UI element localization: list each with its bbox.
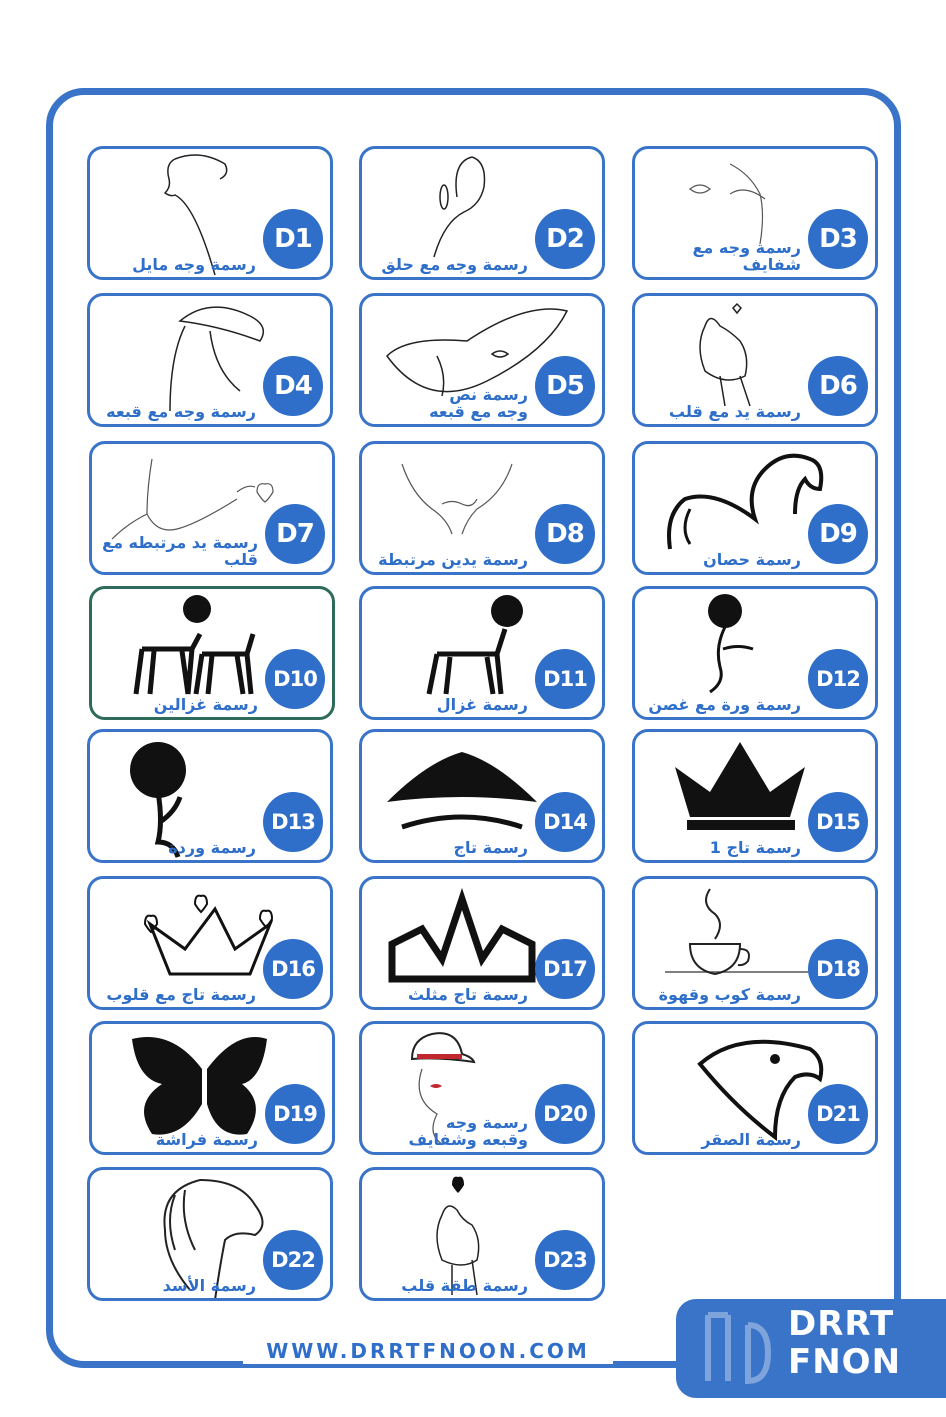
design-code-badge: D23 bbox=[535, 1230, 595, 1290]
design-card-d13[interactable] bbox=[87, 729, 333, 863]
design-label: رسمة وجه مايل bbox=[132, 255, 256, 274]
design-code-badge: D21 bbox=[808, 1084, 868, 1144]
design-code-badge: D17 bbox=[535, 939, 595, 999]
brand-monogram-icon bbox=[698, 1305, 778, 1391]
design-label: رسمة نص وجه مع قبعه bbox=[429, 385, 528, 421]
design-card-d1[interactable] bbox=[87, 146, 333, 280]
design-card-d5[interactable] bbox=[359, 293, 605, 427]
design-card-d14[interactable] bbox=[359, 729, 605, 863]
design-code-badge: D13 bbox=[263, 792, 323, 852]
design-card-d18[interactable] bbox=[632, 876, 878, 1010]
design-code-badge: D4 bbox=[263, 356, 323, 416]
design-code-badge: D8 bbox=[535, 504, 595, 564]
design-card-d16[interactable] bbox=[87, 876, 333, 1010]
design-label: رسمة حصان bbox=[703, 550, 801, 569]
design-label: رسمة كوب وقهوة bbox=[658, 985, 801, 1004]
design-card-d21[interactable] bbox=[632, 1021, 878, 1155]
design-label: رسمة تاج مثلث bbox=[408, 985, 528, 1004]
design-code-badge: D20 bbox=[535, 1084, 595, 1144]
design-card-d11[interactable] bbox=[359, 586, 605, 720]
design-code-badge: D1 bbox=[263, 209, 323, 269]
design-label: رسمة تاج مع قلوب bbox=[106, 985, 256, 1004]
design-code-badge: D15 bbox=[808, 792, 868, 852]
design-label: رسمة وجه مع حلق bbox=[381, 255, 528, 274]
design-label: رسمة تاج bbox=[453, 838, 528, 857]
design-card-d7[interactable] bbox=[89, 441, 335, 575]
design-code-badge: D11 bbox=[535, 649, 595, 709]
design-card-d20[interactable] bbox=[359, 1021, 605, 1155]
design-label: رسمة وجه مع قبعه bbox=[106, 402, 256, 421]
design-card-d4[interactable] bbox=[87, 293, 333, 427]
design-code-badge: D3 bbox=[808, 209, 868, 269]
design-code-badge: D5 bbox=[535, 356, 595, 416]
design-code-badge: D7 bbox=[265, 504, 325, 564]
design-code-badge: D9 bbox=[808, 504, 868, 564]
brand-logo bbox=[676, 1299, 946, 1398]
design-card-d17[interactable] bbox=[359, 876, 605, 1010]
design-label: رسمة وجه مع شفايف bbox=[692, 238, 801, 274]
design-label: رسمة فراشة bbox=[155, 1130, 258, 1149]
design-label: رسمة تاج 1 bbox=[709, 838, 801, 857]
logo-line-2: FNON bbox=[788, 1342, 902, 1382]
design-code-badge: D16 bbox=[263, 939, 323, 999]
design-label: رسمة الصقر bbox=[701, 1130, 801, 1149]
design-code-badge: D6 bbox=[808, 356, 868, 416]
design-label: رسمة وردة bbox=[168, 838, 256, 857]
design-card-d9[interactable] bbox=[632, 441, 878, 575]
design-card-d10[interactable] bbox=[89, 586, 335, 720]
design-code-badge: D14 bbox=[535, 792, 595, 852]
design-label: رسمة غزال bbox=[436, 695, 528, 714]
design-card-d3[interactable] bbox=[632, 146, 878, 280]
design-label: رسمة يدين مرتبطة bbox=[378, 550, 528, 569]
design-code-badge: D22 bbox=[263, 1230, 323, 1290]
design-card-d19[interactable] bbox=[89, 1021, 335, 1155]
logo-line-1: DRRT bbox=[788, 1304, 895, 1344]
design-label: رسمة وجه وقبعه وشفايف bbox=[408, 1113, 528, 1149]
design-label: رسمة غزالين bbox=[153, 695, 258, 714]
design-code-badge: D18 bbox=[808, 939, 868, 999]
design-label: رسمة الأسد bbox=[162, 1276, 256, 1295]
design-code-badge: D10 bbox=[265, 649, 325, 709]
design-card-d8[interactable] bbox=[359, 441, 605, 575]
website-url[interactable]: WWW.DRRTFNOON.COM bbox=[243, 1338, 613, 1364]
design-code-badge: D19 bbox=[265, 1084, 325, 1144]
design-card-d12[interactable] bbox=[632, 586, 878, 720]
design-label: رسمة ورة مع غصن bbox=[648, 695, 801, 714]
design-card-d22[interactable] bbox=[87, 1167, 333, 1301]
design-label: رسمة يد مرتبطه مع قلب bbox=[102, 533, 258, 569]
design-label: رسمة يد مع قلب bbox=[668, 402, 801, 421]
design-card-d23[interactable] bbox=[359, 1167, 605, 1301]
design-card-d15[interactable] bbox=[632, 729, 878, 863]
design-card-d6[interactable] bbox=[632, 293, 878, 427]
design-card-d2[interactable] bbox=[359, 146, 605, 280]
design-code-badge: D2 bbox=[535, 209, 595, 269]
design-label: رسمة طقة قلب bbox=[401, 1276, 528, 1295]
design-code-badge: D12 bbox=[808, 649, 868, 709]
